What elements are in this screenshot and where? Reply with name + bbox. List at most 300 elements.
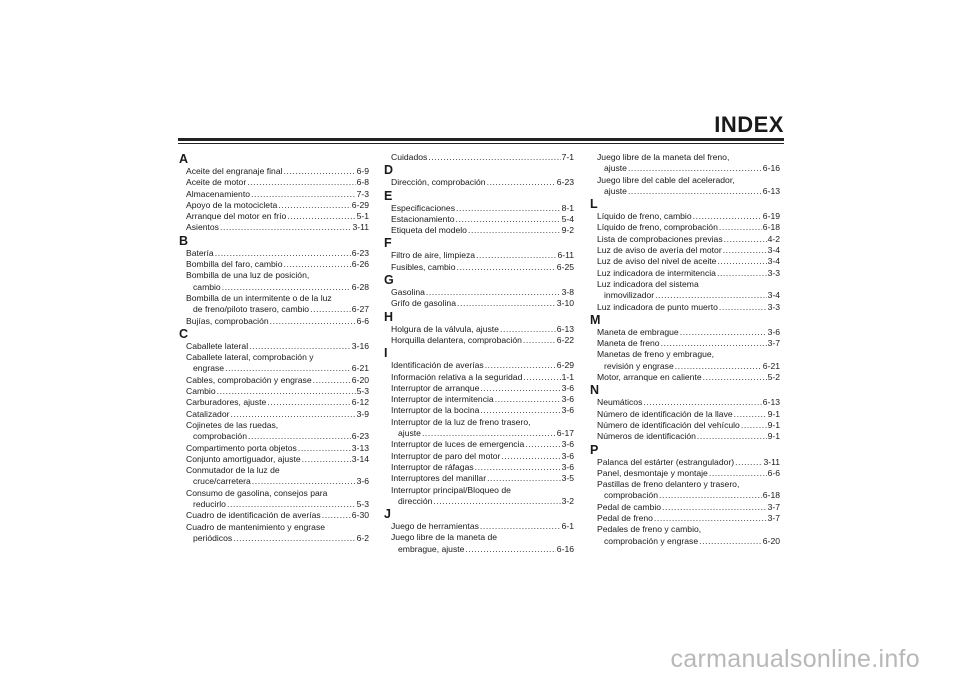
dot-leader — [697, 431, 767, 442]
entry-text: embrague, ajuste — [398, 543, 465, 554]
dot-leader — [661, 338, 767, 349]
dot-leader — [735, 457, 762, 468]
entry-page: 5-4 — [561, 213, 574, 224]
entry-text: Caballete lateral, comprobación y — [186, 352, 314, 363]
index-entry — [384, 203, 574, 214]
index-entry — [179, 499, 369, 510]
entry-text: Números de identificación — [597, 431, 696, 442]
dot-leader — [267, 397, 351, 408]
entry-text: Maneta de embrague — [597, 326, 679, 337]
dot-leader — [310, 304, 351, 315]
index-entry — [590, 361, 780, 372]
index-entry — [590, 372, 780, 383]
index-entry — [590, 338, 780, 349]
entry-page: 6-29 — [556, 360, 574, 371]
dot-leader — [717, 268, 767, 279]
index-letter: H — [384, 309, 394, 324]
entry-text: Cables, comprobación y engrase — [186, 374, 312, 385]
dot-leader — [480, 405, 560, 416]
dot-leader — [709, 468, 767, 479]
index-entry — [179, 510, 369, 521]
dot-leader — [501, 451, 560, 462]
entry-page: 6-17 — [556, 428, 574, 439]
entry-text: Interruptor de arranque — [391, 382, 480, 393]
index-entry — [590, 468, 780, 479]
entry-text: Juego libre de la maneta de — [391, 532, 498, 543]
index-entry — [384, 360, 574, 371]
index-entry — [384, 473, 574, 484]
index-letter: I — [384, 346, 388, 361]
dot-leader — [428, 152, 560, 163]
entry-page: 5-1 — [356, 211, 369, 222]
entry-text: Identificación de averías — [391, 360, 484, 371]
dot-leader — [313, 375, 351, 386]
entry-text: Luz indicadora del sistema — [597, 278, 699, 289]
index-entry — [590, 163, 780, 174]
index-letter: N — [590, 383, 600, 398]
entry-page: 6-13 — [556, 323, 574, 334]
dot-leader — [495, 394, 561, 405]
entry-page: 3-11 — [763, 456, 780, 467]
entry-page: 3-5 — [561, 473, 574, 484]
dot-leader — [298, 443, 351, 454]
entry-page: 3-3 — [767, 301, 780, 312]
entry-text: Lista de comprobaciones previas — [597, 233, 723, 244]
index-entry — [179, 259, 369, 270]
entry-page: 3-6 — [561, 382, 574, 393]
entry-text: Número de identificación del vehículo — [597, 419, 740, 430]
index-entry — [179, 533, 369, 544]
index-entry — [179, 200, 369, 211]
entry-page: 6-23 — [351, 431, 369, 442]
dot-leader — [654, 513, 767, 524]
index-entry — [384, 451, 574, 462]
dot-leader — [456, 262, 555, 273]
entry-text: Líquido de freno, cambio — [597, 211, 692, 222]
entry-text: cambio — [193, 281, 221, 292]
entry-text: ajuste — [604, 163, 627, 174]
index-entry — [590, 502, 780, 513]
dot-leader — [693, 211, 762, 222]
entry-page: 5-3 — [356, 499, 369, 510]
index-letter: A — [179, 152, 189, 166]
dot-leader — [225, 363, 351, 374]
entry-text: Pedales de freno y cambio, — [597, 524, 702, 535]
index-entry — [384, 521, 574, 532]
entry-page: 6-1 — [561, 521, 574, 532]
entry-text: de freno/piloto trasero, cambio — [193, 304, 310, 315]
entry-text: revisión y engrase — [604, 360, 674, 371]
entry-text: Aceite del engranaje final — [186, 166, 283, 176]
entry-page: 6-20 — [762, 535, 780, 546]
entry-text: Horquilla delantera, comprobación — [391, 334, 522, 345]
dot-leader — [628, 163, 762, 174]
index-entry — [179, 316, 369, 327]
index-entry — [384, 262, 574, 273]
entry-page: 6-29 — [351, 199, 369, 210]
index-entry — [590, 397, 780, 408]
dot-leader — [465, 544, 555, 555]
index-entry — [179, 304, 369, 315]
entry-text: Luz indicadora de intermitencia — [597, 267, 716, 278]
dot-leader — [287, 211, 355, 222]
entry-page: 6-12 — [351, 397, 369, 408]
dot-leader — [270, 316, 356, 327]
entry-page: 3-11 — [352, 222, 369, 233]
entry-page: 3-4 — [767, 290, 780, 301]
entry-page: 3-10 — [556, 298, 574, 309]
index-entry — [590, 268, 780, 279]
dot-leader — [525, 439, 560, 450]
dot-leader — [217, 386, 356, 397]
entry-text: Etiqueta del modelo — [391, 225, 467, 236]
entry-text: reducirlo — [193, 499, 226, 510]
entry-page: 6-6 — [767, 467, 780, 478]
dot-leader — [523, 372, 560, 383]
entry-page: 6-21 — [762, 360, 780, 371]
entry-text: Fusibles, cambio — [391, 261, 456, 272]
header-rule-thin — [178, 143, 784, 144]
dot-leader — [680, 327, 767, 338]
index-entry — [590, 431, 780, 442]
entry-page: 6-11 — [557, 250, 574, 261]
index-letter: E — [384, 188, 393, 203]
entry-page: 6-6 — [356, 315, 369, 326]
entry-page: 3-2 — [561, 495, 574, 506]
dot-leader — [230, 409, 355, 420]
entry-page: 6-13 — [762, 185, 780, 196]
dot-leader — [480, 383, 560, 394]
entry-text: Consumo de gasolina, consejos para — [186, 487, 328, 498]
entry-page: 1-1 — [561, 371, 574, 382]
entry-text: comprobación y engrase — [604, 535, 699, 546]
index-entry — [179, 341, 369, 352]
entry-text: Interruptor de paro del motor — [391, 450, 501, 461]
entry-page: 8-1 — [561, 202, 574, 213]
dot-leader — [476, 250, 556, 261]
entry-page: 3-16 — [351, 340, 369, 351]
dot-leader — [717, 256, 766, 267]
index-entry — [384, 405, 574, 416]
header-rule-thick — [178, 138, 784, 141]
entry-text: Estacionamiento — [391, 213, 455, 224]
dot-leader — [703, 372, 767, 383]
dot-leader — [724, 234, 767, 245]
dot-leader — [222, 282, 351, 293]
entry-page: 6-30 — [351, 510, 369, 521]
entry-page: 3-4 — [767, 256, 780, 267]
dot-leader — [475, 462, 561, 473]
index-entry — [179, 177, 369, 188]
dot-leader — [284, 166, 356, 177]
index-entry — [590, 420, 780, 431]
entry-text: Arranque del motor en frío — [186, 211, 287, 222]
entry-page: 5-2 — [767, 372, 780, 383]
dot-leader — [662, 502, 767, 513]
entry-text: Interruptor principal/Bloqueo de — [391, 484, 511, 495]
entry-text: Almacenamiento — [186, 188, 251, 199]
index-letter: B — [179, 233, 189, 248]
dot-leader — [322, 510, 351, 521]
index-entry — [590, 536, 780, 547]
index-letter: C — [179, 326, 189, 341]
entry-page: 3-6 — [561, 394, 574, 405]
entry-text: Interruptores del manillar — [391, 473, 487, 484]
entry-page: 6-23 — [556, 177, 574, 188]
dot-leader — [741, 420, 767, 431]
dot-leader — [278, 200, 351, 211]
entry-text: Interruptor de la luz de freno trasero, — [391, 416, 531, 427]
entry-page: 3-8 — [561, 287, 574, 298]
entry-text: Conjunto amortiguador, ajuste — [186, 453, 301, 464]
entry-page: 9-2 — [561, 225, 574, 236]
dot-leader — [248, 431, 351, 442]
index-entry — [590, 513, 780, 524]
index-entry — [179, 476, 369, 487]
entry-text: Holgura de la válvula, ajuste — [391, 323, 499, 334]
entry-text: Manetas de freno y embrague, — [597, 349, 715, 360]
entry-text: Bombilla de una luz de posición, — [186, 270, 310, 281]
index-entry — [384, 428, 574, 439]
dot-leader — [426, 287, 561, 298]
entry-text: Aceite de motor — [186, 177, 247, 188]
entry-page: 6-16 — [762, 163, 780, 174]
index-entry — [590, 327, 780, 338]
dot-leader — [252, 476, 356, 487]
entry-page: 3-6 — [356, 476, 369, 487]
dot-leader — [655, 290, 766, 301]
dot-leader — [457, 298, 556, 309]
entry-text: Luz de aviso del nivel de aceite — [597, 256, 717, 267]
index-entry — [384, 544, 574, 555]
index-entry — [384, 394, 574, 405]
index-entry — [179, 409, 369, 420]
entry-text: Juego de herramientas — [391, 521, 479, 532]
entry-text: Cuadro de mantenimiento y engrase — [186, 521, 326, 532]
entry-text: comprobación — [193, 431, 247, 442]
index-entry — [384, 496, 574, 507]
entry-text: dirección — [398, 495, 433, 506]
entry-page: 3-4 — [767, 245, 780, 256]
entry-page: 6-9 — [356, 166, 369, 176]
entry-text: Grifo de gasolina — [391, 298, 456, 309]
entry-page: 6-8 — [356, 177, 369, 188]
dot-leader — [233, 533, 355, 544]
index-entry — [590, 490, 780, 501]
dot-leader — [500, 324, 556, 335]
entry-page: 4-2 — [767, 233, 780, 244]
dot-leader — [480, 521, 561, 532]
entry-text: Cuadro de identificación de averías — [186, 510, 321, 521]
entry-text: Pedal de cambio — [597, 501, 662, 512]
entry-text: Compartimento porta objetos — [186, 442, 297, 453]
index-letter: G — [384, 273, 394, 288]
entry-page: 6-28 — [351, 281, 369, 292]
index-entry — [590, 245, 780, 256]
page-title: INDEX — [714, 112, 784, 137]
entry-text: Caballete lateral — [186, 340, 249, 351]
entry-text: Gasolina — [391, 287, 425, 298]
entry-page: 3-6 — [561, 439, 574, 450]
entry-text: Luz indicadora de punto muerto — [597, 301, 718, 312]
entry-text: periódicos — [193, 532, 233, 543]
index-entry — [384, 324, 574, 335]
dot-leader — [249, 341, 351, 352]
dot-leader — [251, 189, 356, 200]
dot-leader — [302, 454, 351, 465]
dot-leader — [734, 409, 767, 420]
index-column-1 — [179, 152, 369, 544]
entry-text: Interruptor de ráfagas — [391, 461, 474, 472]
entry-page: 3-7 — [767, 338, 780, 349]
dot-leader — [422, 428, 556, 439]
entry-text: engrase — [193, 363, 225, 374]
index-column-3 — [590, 152, 780, 547]
entry-text: inmovilizador — [604, 290, 655, 301]
entry-page: 6-13 — [762, 397, 780, 408]
entry-text: Filtro de aire, limpieza — [391, 250, 476, 261]
index-entry — [384, 335, 574, 346]
entry-text: ajuste — [398, 428, 421, 439]
index-entry — [179, 363, 369, 374]
entry-page: 9-1 — [767, 431, 780, 442]
entry-page: 3-7 — [767, 501, 780, 512]
dot-leader — [215, 248, 351, 259]
dot-leader — [485, 360, 556, 371]
dot-leader — [227, 499, 356, 510]
entry-page: 6-18 — [762, 222, 780, 233]
index-entry — [179, 431, 369, 442]
index-entry — [590, 290, 780, 301]
index-column-2 — [384, 152, 574, 555]
index-entry — [179, 248, 369, 259]
index-letter: M — [590, 312, 601, 327]
entry-page: 3-3 — [767, 267, 780, 278]
entry-text: Interruptor de la bocina — [391, 405, 480, 416]
entry-page: 5-3 — [356, 386, 369, 397]
index-entry — [384, 298, 574, 309]
entry-page: 7-3 — [356, 188, 369, 199]
entry-page: 3-13 — [351, 442, 369, 453]
entry-text: Dirección, comprobación — [391, 177, 486, 188]
entry-page: 3-6 — [767, 326, 780, 337]
entry-text: Asientos — [186, 222, 219, 233]
index-entry — [384, 372, 574, 383]
entry-text: Batería — [186, 247, 214, 258]
index-entry — [384, 250, 574, 261]
dot-leader — [523, 335, 556, 346]
entry-text: Motor, arranque en caliente — [597, 372, 702, 383]
entry-text: Juego libre del cable del acelerador, — [597, 174, 735, 185]
index-entry — [179, 386, 369, 397]
dot-leader — [433, 496, 560, 507]
index-entry — [384, 462, 574, 473]
index-letter: L — [590, 197, 598, 212]
entry-page: 6-21 — [351, 363, 369, 374]
dot-leader — [659, 490, 762, 501]
entry-page: 6-27 — [351, 304, 369, 315]
entry-text: Cuidados — [391, 152, 428, 162]
dot-leader — [643, 397, 761, 408]
entry-text: Catalizador — [186, 408, 230, 419]
entry-text: Interruptor de intermitencia — [391, 394, 494, 405]
entry-page: 6-20 — [351, 374, 369, 385]
entry-page: 3-6 — [561, 405, 574, 416]
dot-leader — [628, 186, 762, 197]
entry-text: Bombilla de un intermitente o de la luz — [186, 292, 332, 303]
entry-text: Luz de aviso de avería del motor — [597, 245, 722, 256]
entry-page: 6-26 — [351, 259, 369, 270]
index-entry — [590, 211, 780, 222]
entry-page: 3-6 — [561, 450, 574, 461]
entry-text: Número de identificación de la llave — [597, 408, 733, 419]
entry-text: Neumáticos — [597, 397, 643, 408]
dot-leader — [487, 473, 561, 484]
entry-page: 3-6 — [561, 461, 574, 472]
index-letter: P — [590, 442, 599, 457]
entry-page: 6-16 — [556, 543, 574, 554]
index-entry — [179, 222, 369, 233]
dot-leader — [247, 177, 355, 188]
entry-text: Bujías, comprobación — [186, 315, 269, 326]
entry-text: Interruptor de luces de emergencia — [391, 439, 525, 450]
index-letter: F — [384, 236, 392, 251]
entry-page: 6-23 — [351, 247, 369, 258]
entry-text: Información relativa a la seguridad — [391, 371, 523, 382]
index-letter: J — [384, 507, 391, 522]
index-entry — [179, 454, 369, 465]
index-letter: D — [384, 163, 394, 178]
dot-leader — [284, 259, 351, 270]
entry-text: cruce/carretera — [193, 476, 251, 487]
index-entry — [590, 457, 780, 468]
entry-page: 6-2 — [356, 532, 369, 543]
dot-leader — [719, 302, 767, 313]
dot-leader — [468, 225, 561, 236]
entry-text: ajuste — [604, 185, 627, 196]
entry-text: Apoyo de la motocicleta — [186, 199, 278, 210]
entry-page: 3-9 — [356, 408, 369, 419]
entry-page: 7-1 — [561, 152, 574, 162]
index-entry — [384, 177, 574, 188]
index-entry — [590, 302, 780, 313]
entry-text: Panel, desmontaje y montaje — [597, 467, 708, 478]
entry-text: Palanca del estárter (estrangulador) — [597, 456, 735, 467]
index-entry — [179, 166, 369, 177]
dot-leader — [220, 222, 351, 233]
index-entry — [179, 397, 369, 408]
index-entry — [179, 375, 369, 386]
entry-text: Conmutador de la luz de — [186, 465, 280, 476]
dot-leader — [487, 177, 556, 188]
entry-text: Pedal de freno — [597, 513, 653, 524]
dot-leader — [699, 536, 762, 547]
index-entry — [384, 287, 574, 298]
dot-leader — [719, 222, 762, 233]
index-entry — [590, 256, 780, 267]
index-entry — [590, 409, 780, 420]
index-entry — [384, 214, 574, 225]
index-entry — [179, 282, 369, 293]
entry-text: Juego libre de la maneta del freno, — [597, 152, 730, 162]
index-entry — [384, 225, 574, 236]
entry-page: 6-18 — [762, 490, 780, 501]
entry-text: Bombilla del faro, cambio — [186, 259, 283, 270]
entry-text: Especificaciones — [391, 202, 456, 213]
entry-text: Maneta de freno — [597, 338, 660, 349]
index-entry — [179, 211, 369, 222]
dot-leader — [456, 203, 561, 214]
